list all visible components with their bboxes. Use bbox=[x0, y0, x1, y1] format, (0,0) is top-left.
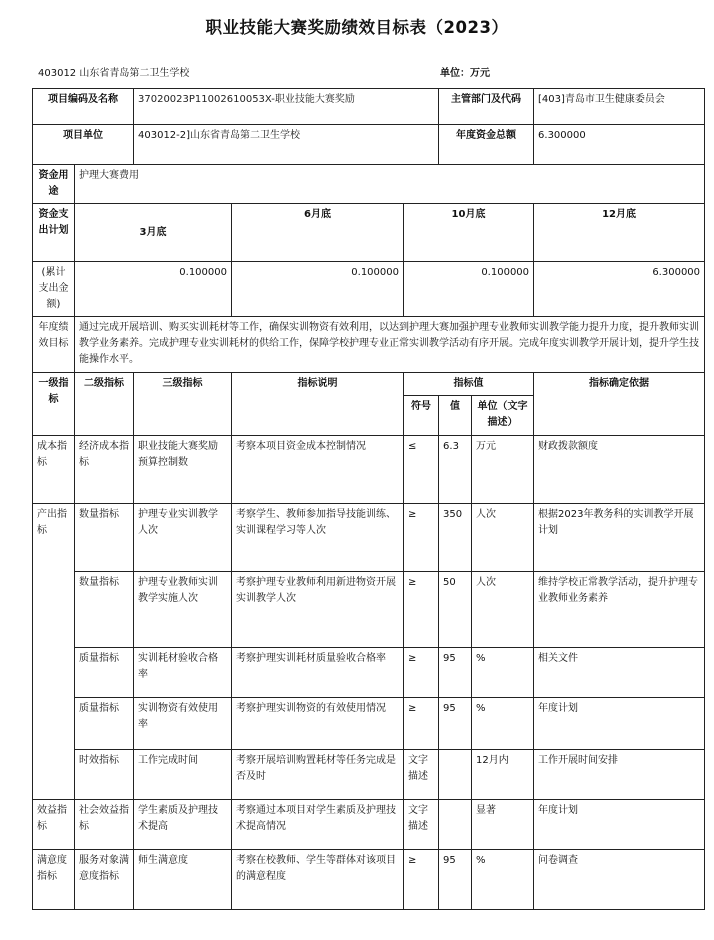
indicator-unit: % bbox=[472, 698, 534, 750]
indicator-l3: 实训物资有效使用率 bbox=[134, 698, 232, 750]
indicator-symbol: ≥ bbox=[404, 698, 439, 750]
indicator-symbol: ≥ bbox=[404, 850, 439, 910]
performance-target-table bbox=[32, 88, 705, 910]
indicator-unit: 12月内 bbox=[472, 750, 534, 800]
indicator-desc: 考察本项目资金成本控制情况 bbox=[232, 436, 404, 504]
indicator-symbol: 文字描述 bbox=[404, 750, 439, 800]
plan-amount-mar: 0.100000 bbox=[75, 262, 232, 317]
plan-label: 资金支出计划 bbox=[33, 204, 75, 262]
annual-total-value: 6.300000 bbox=[534, 125, 705, 165]
indicator-desc: 考察护理专业教师利用新进物资开展实训教学人次 bbox=[232, 572, 404, 648]
indicator-unit: 人次 bbox=[472, 504, 534, 572]
indicator-l3: 实训耗材验收合格率 bbox=[134, 648, 232, 698]
table-row bbox=[33, 850, 705, 910]
indicator-unit: % bbox=[472, 648, 534, 698]
header-level2: 二级指标 bbox=[75, 373, 134, 436]
indicator-unit: 人次 bbox=[472, 572, 534, 648]
indicator-basis: 工作开展时间安排 bbox=[534, 750, 705, 800]
indicator-l2: 经济成本指标 bbox=[75, 436, 134, 504]
plan-period-oct: 10月底 bbox=[404, 204, 534, 262]
indicator-unit: % bbox=[472, 850, 534, 910]
dept-value: [403]青岛市卫生健康委员会 bbox=[534, 89, 705, 125]
usage-label: 资金用途 bbox=[33, 165, 75, 204]
indicator-basis: 问卷调查 bbox=[534, 850, 705, 910]
header-level3: 三级指标 bbox=[134, 373, 232, 436]
indicator-val: 6.3 bbox=[439, 436, 472, 504]
indicator-l2: 质量指标 bbox=[75, 698, 134, 750]
header-level1: 一级指标 bbox=[33, 373, 75, 436]
usage-value: 护理大赛费用 bbox=[75, 165, 705, 204]
header-val: 值 bbox=[439, 396, 472, 436]
cumulative-label: (累计支出金额) bbox=[33, 262, 75, 317]
indicator-val: 50 bbox=[439, 572, 472, 648]
plan-amount-jun: 0.100000 bbox=[232, 262, 404, 317]
indicator-l2: 时效指标 bbox=[75, 750, 134, 800]
indicator-basis: 相关文件 bbox=[534, 648, 705, 698]
indicator-l3: 职业技能大赛奖励预算控制数 bbox=[134, 436, 232, 504]
header-basis: 指标确定依据 bbox=[534, 373, 705, 436]
header-desc: 指标说明 bbox=[232, 373, 404, 436]
indicator-l3: 护理专业实训教学人次 bbox=[134, 504, 232, 572]
indicator-symbol: ≥ bbox=[404, 572, 439, 648]
indicator-val bbox=[439, 750, 472, 800]
currency-label: 单位：万元 bbox=[440, 68, 490, 79]
indicator-basis: 财政拨款额度 bbox=[534, 436, 705, 504]
project-unit-label: 项目单位 bbox=[33, 125, 134, 165]
plan-period-dec: 12月底 bbox=[534, 204, 705, 262]
indicator-l3: 护理专业教师实训教学实施人次 bbox=[134, 572, 232, 648]
indicator-symbol: 文字描述 bbox=[404, 800, 439, 850]
indicator-basis: 年度计划 bbox=[534, 800, 705, 850]
header-symbol: 符号 bbox=[404, 396, 439, 436]
table-row bbox=[33, 504, 705, 572]
indicator-l2: 数量指标 bbox=[75, 504, 134, 572]
project-code-value: 37020023P11002610053X-职业技能大赛奖励 bbox=[134, 89, 439, 125]
header-unit: 单位（文字描述） bbox=[472, 396, 534, 436]
indicator-l2: 数量指标 bbox=[75, 572, 134, 648]
unit-code-name: 403012 山东省青岛第二卫生学校 bbox=[38, 68, 190, 79]
table-row bbox=[33, 436, 705, 504]
indicator-desc: 考察护理实训耗材质量验收合格率 bbox=[232, 648, 404, 698]
indicator-l1: 满意度指标 bbox=[33, 850, 75, 910]
annual-goal-text: 通过完成开展培训、购买实训耗材等工作，确保实训物资有效利用，以达到护理大赛加强护理专业教师实训教学能力提升力度，提升教师实训教学业务素养。完成护理专业实训耗材的供给工作，保障学校护理专业正常实训教学活动有序开展。完成年度实训教学开展计划，提升学生技能操作水平。 bbox=[75, 317, 705, 373]
indicator-l3: 学生素质及护理技术提高 bbox=[134, 800, 232, 850]
indicator-l1: 成本指标 bbox=[33, 436, 75, 504]
indicator-symbol: ≥ bbox=[404, 504, 439, 572]
indicator-unit: 显著 bbox=[472, 800, 534, 850]
project-unit-value: 403012-2]山东省青岛第二卫生学校 bbox=[134, 125, 439, 165]
indicator-desc: 考察通过本项目对学生素质及护理技术提高情况 bbox=[232, 800, 404, 850]
table-row bbox=[33, 648, 705, 698]
plan-amount-dec: 6.300000 bbox=[534, 262, 705, 317]
indicator-l2: 服务对象满意度指标 bbox=[75, 850, 134, 910]
indicator-desc: 考察学生、教师参加指导技能训练、实训课程学习等人次 bbox=[232, 504, 404, 572]
indicator-unit: 万元 bbox=[472, 436, 534, 504]
indicator-val bbox=[439, 800, 472, 850]
indicator-l3: 工作完成时间 bbox=[134, 750, 232, 800]
indicator-basis: 维持学校正常教学活动，提升护理专业教师业务素养 bbox=[534, 572, 705, 648]
indicator-val: 95 bbox=[439, 850, 472, 910]
project-code-label: 项目编码及名称 bbox=[33, 89, 134, 125]
header-value: 指标值 bbox=[404, 373, 534, 396]
dept-label: 主管部门及代码 bbox=[439, 89, 534, 125]
table-row bbox=[33, 698, 705, 750]
indicator-val: 95 bbox=[439, 648, 472, 698]
indicator-desc: 考察护理实训物资的有效使用情况 bbox=[232, 698, 404, 750]
indicator-val: 95 bbox=[439, 698, 472, 750]
plan-period-jun: 6月底 bbox=[232, 204, 404, 262]
indicator-symbol: ≤ bbox=[404, 436, 439, 504]
indicator-basis: 年度计划 bbox=[534, 698, 705, 750]
table-row bbox=[33, 750, 705, 800]
indicator-val: 350 bbox=[439, 504, 472, 572]
indicator-l2: 质量指标 bbox=[75, 648, 134, 698]
annual-goal-label: 年度绩效目标 bbox=[33, 317, 75, 373]
indicator-symbol: ≥ bbox=[404, 648, 439, 698]
table-row bbox=[33, 800, 705, 850]
page-title: 职业技能大赛奖励绩效目标表（2023） bbox=[205, 18, 509, 37]
plan-period-mar: 3月底 bbox=[75, 204, 232, 262]
indicator-l1: 效益指标 bbox=[33, 800, 75, 850]
indicator-l1: 产出指标 bbox=[33, 504, 75, 800]
indicator-l2: 社会效益指标 bbox=[75, 800, 134, 850]
annual-total-label: 年度资金总额 bbox=[439, 125, 534, 165]
indicator-l3: 师生满意度 bbox=[134, 850, 232, 910]
table-row bbox=[33, 572, 705, 648]
indicator-desc: 考察在校教师、学生等群体对该项目的满意程度 bbox=[232, 850, 404, 910]
indicator-desc: 考察开展培训购置耗材等任务完成是否及时 bbox=[232, 750, 404, 800]
indicator-basis: 根据2023年教务科的实训教学开展计划 bbox=[534, 504, 705, 572]
plan-amount-oct: 0.100000 bbox=[404, 262, 534, 317]
